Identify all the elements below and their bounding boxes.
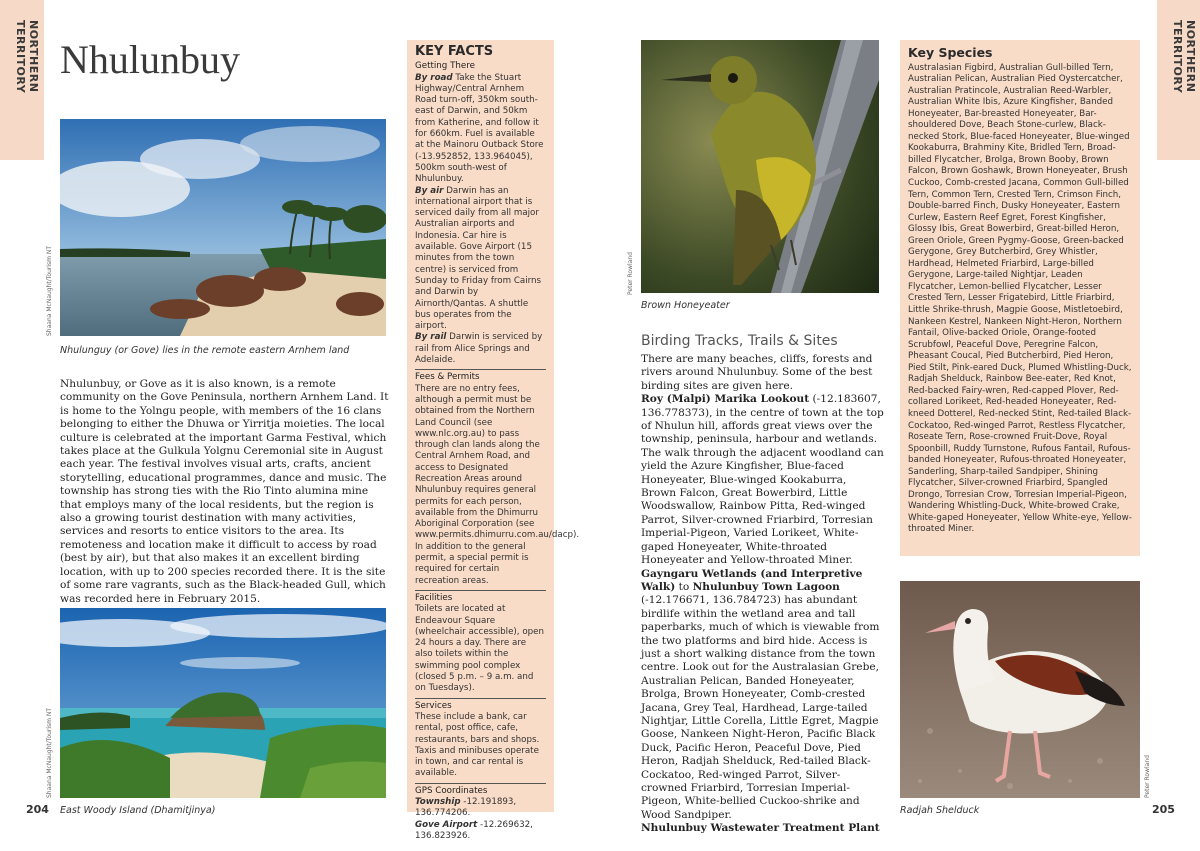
getting-there-text [415, 73, 546, 186]
photo-credit: Peter Rowland [1144, 755, 1151, 798]
photo-credit: Shaana McNaught/Tourism NT [46, 707, 53, 798]
section-tab-label: NORTHERN TERRITORY [14, 20, 40, 94]
getting-there-section [415, 61, 546, 366]
gps-township [415, 797, 546, 820]
section-tab-left [0, 0, 44, 160]
photo-island [60, 608, 386, 798]
site2-mid: to [675, 580, 693, 593]
site-wastewater: Nhulunbuy Wastewater Treatment Plant [641, 822, 880, 835]
township-value: -12.191893, 136.774206. [415, 797, 517, 819]
site-roy-marika [641, 393, 884, 567]
site2-name-b: Nhulunbuy Town Lagoon [692, 580, 840, 593]
rail-text: Darwin is serviced by rail from Alice Springs and Adelaide. [415, 332, 543, 366]
rail-label: By rail [415, 332, 447, 343]
facilities-section [415, 590, 546, 695]
photo-radjah-shelduck [900, 581, 1140, 798]
site2-name-a: Gayngaru Wetlands (and Interpretive Walk) [641, 567, 863, 593]
site-gayngaru [641, 568, 884, 823]
facilities-heading: Facilities [415, 592, 453, 603]
site2-text: (-12.176671, 136.784723) has abundant birdlife within the wetland area and tall paperbarks, much of which is viewable from the two platforms and bird hide. Access is just a short walking distance from the town centre. Look out for the Australasian Grebe, Australian Pelican, Banded Honeyeater, Brolga, Brown Honeyeater, Comb-crested Jacana, Grey Teal, Hardhead, Large-tailed Nightjar, Little Corella, Little Egret, Magpie Goose, Nankeen Night-Heron, Pacific Black Duck, Pacific Heron, Peaceful Dove, Pied Heron, Radjah Shelduck, Red-tailed Black-Cockatoo, Red-winged Parrot, Silver-crowned Friarbird, Torresian Imperial-Pigeon, White-bellied Cuckoo-shrike and Wood Sandpiper. [641, 594, 880, 821]
gps-airport [415, 820, 546, 843]
intro-paragraph [60, 378, 392, 606]
photo-caption: Radjah Shelduck [900, 805, 980, 816]
section-tab-label: NORTHERN TERRITORY [1171, 20, 1197, 94]
services-text: These include a bank, car rental, post office, cafe, restaurants, bars and shops. Taxis and minibuses operate in town, and car rental is available. [415, 711, 540, 779]
intro-text: Nhulunbuy, or Gove as it is also known, is a remote community on the Gove Peninsula, northern Arnhem Land. It is home to the Yolngu people, with members of the 16 clans belonging to either the Dhuwa or Yirritja moieties. The local culture is celebrated at the important Garma Festival, which takes place at the Gulkula Yolgnu Ceremonial site in August each year. The festival involves visual arts, crafts, ancient storytelling, educational programmes, dance and music. The township has strong ties with the Rio Tinto alumina mine that employs many of the local residents, but the region is also a growing tourist destination with many activities, services and resorts to entice visitors to the area. Its remoteness and location make it difficult to access by road (best by air), but that also makes it an excellent birding location, with up to 200 species recorded there. It is the site of some rare vagrants, such as the Black-headed Gull, which was recorded here in February 2015. [60, 378, 389, 605]
page-title: Nhulunbuy [60, 37, 240, 82]
photo-brown-honeyeater [641, 40, 879, 293]
air-text-block [415, 186, 546, 333]
fees-text: There are no entry fees, although a permit must be obtained from the Northern Land Council (see www.nlc.org.au) to pass through clan lands along the Central Arnhem Road, and access to Designated Recreation Areas around Nhulunbuy requires general permits for each person, available from the Dhimurru Aboriginal Corporation (see www.permits.dhimurru.com.au/dacp). In addition to the general permit, a special permit is required for certain recreation areas. [415, 383, 580, 586]
photo-credit: Peter Rowland [627, 252, 634, 295]
photo-credit: Shaana McNaught/Tourism NT [46, 245, 53, 336]
fees-heading: Fees & Permits [415, 372, 480, 383]
key-species-list: Australasian Figbird, Australian Gull-billed Tern, Australian Pelican, Australian Pied Oystercatcher, Australian Pratincole, Australian Reed-Warbler, Australian White Ibis, Azure Kingfisher, Banded Honeyeater, Bar-breasted Honeyeater, Bar-shouldered Dove, Beach Stone-curlew, Black-necked Stork, Blue-faced Honeyeater, Blue-winged Kookaburra, Brahminy Kite, Bridled Tern, Broad-billed Flycatcher, Brolga, Brown Booby, Brown Falcon, Brown Goshawk, Brown Honeyeater, Brush Cuckoo, Comb-crested Jacana, Common Gull-billed Tern, Common Tern, Crested Tern, Crimson Finch, Double-barred Finch, Dusky Honeyeater, Eastern Curlew, Eastern Reef Egret, Forest Kingfisher, Glossy Ibis, Great Bowerbird, Great-billed Heron, Green Oriole, Green Pygmy-Goose, Green-backed Gerygone, Grey Butcherbird, Grey Whistler, Hardhead, Helmeted Friarbird, Large-billed Gerygone, Large-tailed Nightjar, Leaden Flycatcher, Lemon-bellied Flycatcher, Lesser Crested Tern, Lesser Frigatebird, Little Friarbird, Little Shrike-thrush, Magpie Goose, Mistletoebird, Nankeen Kestrel, Nankeen Night-Heron, Northern Fantail, Olive-backed Oriole, Orange-footed Scrubfowl, Peaceful Dove, Peregrine Falcon, Pheasant Coucal, Pied Butcherbird, Pied Heron, Pied Stilt, Pink-eared Duck, Plumed Whistling-Duck, Radjah Shelduck, Rainbow Bee-eater, Red Knot, Red-backed Fairy-wren, Red-capped Plover, Red-collared Lorikeet, Red-headed Honeyeater, Red-kneed Dotterel, Red-necked Stint, Red-tailed Black-Cockatoo, Red-winged Parrot, Restless Flycatcher, Roseate Tern, Rose-crowned Fruit-Dove, Royal Spoonbill, Ruddy Turnstone, Rufous Fantail, Rufous-banded Honeyeater, Rufous-throated Honeyeater, Sanderling, Sharp-tailed Sandpiper, Shining Flycatcher, Silver-crowned Friarbird, Spangled Drongo, Torresian Crow, Torresian Imperial-Pigeon, Wandering Whistling-Duck, White-browed Crake, White-gaped Honeyeater, Yellow White-eye, Yellow-throated Miner. [908, 62, 1132, 535]
photo-caption: Nhulunguy (or Gove) lies in the remote eastern Arnhem land [60, 345, 350, 356]
photo-caption: Brown Honeyeater [641, 300, 730, 311]
page-number-right: 205 [1152, 803, 1175, 816]
township-label: Township [415, 797, 461, 807]
services-section [415, 698, 546, 780]
key-facts-box [407, 40, 580, 841]
road-text: Take the Stuart Highway/Central Arnhem Road turn-off, 350km south-east of Darwin, and 50km from Katherine, and follow it for 660km. Fuel is available at the Mainoru Outback Store (-13.952852, 133.964045), 500km south-west of Nhulunbuy. [415, 72, 544, 185]
site1-name: Roy (Malpi) Marika Lookout [641, 393, 810, 406]
rail-text-block [415, 332, 546, 366]
services-heading: Services [415, 700, 452, 711]
section-heading: Birding Tracks, Trails & Sites [641, 333, 838, 349]
photo-beach [60, 119, 386, 336]
getting-there-heading: Getting There [415, 61, 475, 72]
facilities-text: Toilets are located at Endeavour Square (wheelchair accessible), open 24 hours a day. There are also toilets within the swimming pool complex (closed 5 p.m. – 9 a.m. and on Tuesdays). [415, 604, 545, 694]
airport-label: Gove Airport [415, 819, 478, 830]
gps-section [415, 783, 546, 842]
road-label: By road [415, 72, 453, 83]
photo-caption: East Woody Island (Dhamitjinya) [60, 805, 216, 816]
key-species-heading: Key Species [908, 45, 993, 60]
airport-value: -12.269632, 136.823926. [415, 819, 533, 841]
air-label: By air [415, 185, 444, 196]
key-species-box [900, 40, 1140, 556]
gps-heading: GPS Coordinates [415, 785, 488, 796]
page-number-left: 204 [26, 803, 49, 816]
birding-sites-text [641, 353, 884, 836]
fees-section [415, 369, 580, 587]
key-facts-heading: KEY FACTS [415, 44, 494, 59]
section-tab-right [1157, 0, 1200, 160]
sites-intro: There are many beaches, cliffs, forests and rivers around Nhulunbuy. Some of the best birding sites are given here. [641, 353, 873, 392]
site1-text: (-12.183607, 136.778373), in the centre of town at the top of Nhulun hill, affords great views over the township, peninsula, harbour and wetlands. The walk through the adjacent woodland can yield the Azure Kingfisher, Blue-faced Honeyeater, Blue-winged Kookaburra, Brown Falcon, Great Bowerbird, Little Woodswallow, Rainbow Pitta, Red-winged Parrot, Silver-crowned Friarbird, Torresian Imperial-Pigeon, Varied Lorikeet, White-gaped Honeyeater, White-throated Honeyeater and Yellow-throated Miner. [641, 393, 884, 567]
air-text: Darwin has an international airport that is serviced daily from all major Australian airports and Indonesia. Car hire is available. Gove Airport (15 minutes from the town centre) is serviced from Sunday to Friday from Cairns and Darwin by Airnorth/Qantas. A shuttle bus operates from the airport. [415, 185, 542, 332]
